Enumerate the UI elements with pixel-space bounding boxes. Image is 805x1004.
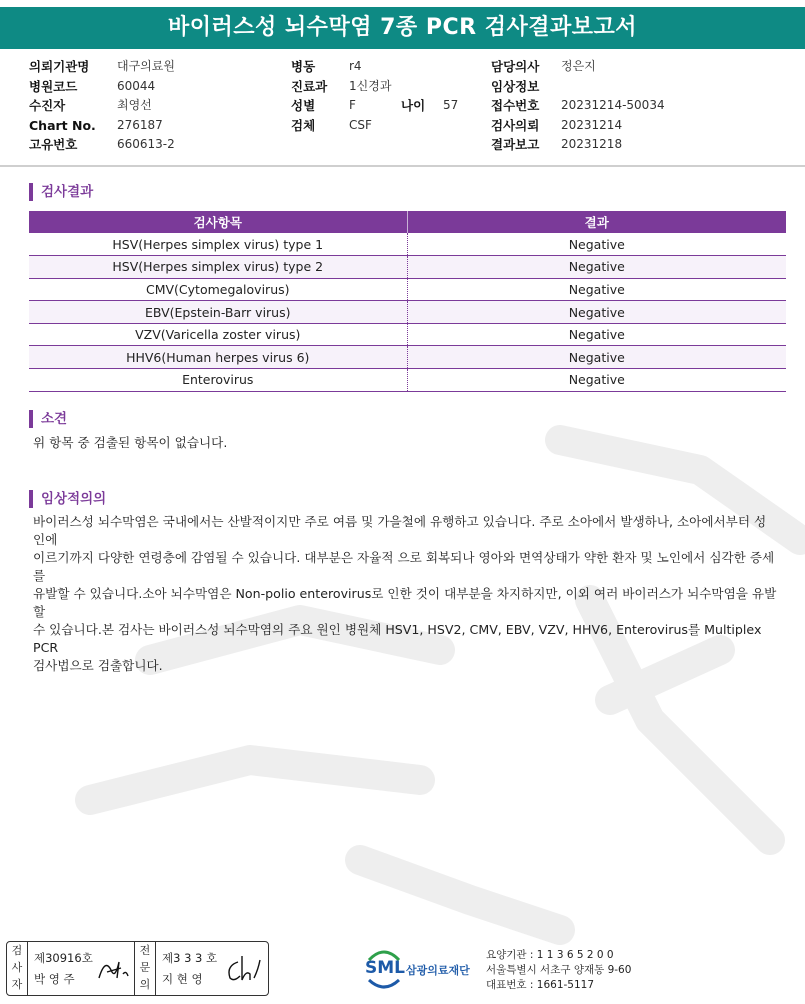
specialist-name: 지 현 영 — [162, 972, 203, 986]
info-label: 병원코드 — [29, 78, 78, 94]
info-value: 57 — [443, 98, 459, 112]
corp-info-line: 대표번호 : 1661-5117 — [486, 979, 595, 991]
test-item: HHV6(Human herpes virus 6) — [29, 346, 407, 369]
info-column-1 — [29, 57, 289, 155]
info-value: r4 — [349, 59, 362, 73]
info-row — [291, 116, 491, 136]
info-column-2 — [291, 57, 491, 135]
corporate-info — [486, 948, 631, 993]
table-row — [29, 346, 786, 369]
table-row — [29, 256, 786, 279]
info-row — [491, 116, 791, 136]
test-result: Negative — [407, 369, 786, 392]
info-row — [491, 77, 791, 97]
info-value: 60044 — [117, 78, 156, 93]
info-label: 진료과 — [291, 78, 328, 94]
findings-text: 위 항목 중 검출된 항목이 없습니다. — [33, 435, 228, 450]
corp-info-line: 서울특별시 서초구 양재동 9-60 — [486, 964, 632, 976]
box-separator — [27, 942, 28, 995]
test-item: Enterovirus — [29, 369, 407, 392]
info-label: 병동 — [291, 59, 316, 74]
info-row — [291, 96, 491, 116]
clinical-heading: 임상적의의 — [29, 490, 106, 508]
sml-logo — [363, 946, 483, 990]
label-char: 사 — [11, 961, 23, 974]
info-row — [491, 135, 791, 155]
specialist-label — [135, 942, 155, 995]
signature-box — [6, 941, 269, 996]
test-item: HSV(Herpes simplex virus) type 1 — [29, 233, 407, 256]
label-char: 의 — [139, 978, 151, 991]
results-table — [29, 211, 786, 392]
table-row — [29, 278, 786, 301]
test-result: Negative — [407, 256, 786, 279]
examiner-license: 제30916호 — [34, 951, 93, 965]
info-label: 검사의뢰 — [491, 117, 540, 133]
info-label: 임상정보 — [491, 78, 540, 94]
info-row — [29, 135, 289, 155]
clinical-line: 유발할 수 있습니다.소아 뇌수막염은 Non-polio enterovirus로 인한 것이 대부분을 차지하지만, 이외 여러 바이러스가 뇌수막염을 유발할 — [33, 586, 777, 619]
test-item: CMV(Cytomegalovirus) — [29, 278, 407, 301]
info-row — [29, 116, 289, 136]
test-result: Negative — [407, 233, 786, 256]
label-char: 전 — [139, 944, 151, 957]
column-header-result: 결과 — [407, 211, 786, 233]
test-item: VZV(Varicella zoster virus) — [29, 323, 407, 346]
clinical-line: 바이러스성 뇌수막염은 국내에서는 산발적이지만 주로 여름 및 가을철에 유행하고 있습니다. 주로 소아에서 발생하나, 소아에서부터 성인에 — [33, 514, 767, 547]
table-row — [29, 369, 786, 392]
examiner-name: 박 영 주 — [34, 972, 75, 986]
test-result: Negative — [407, 346, 786, 369]
label-char: 문 — [139, 961, 151, 974]
info-value: 20231214-50034 — [561, 98, 665, 112]
table-row — [29, 323, 786, 346]
label-char: 검 — [11, 944, 23, 957]
info-value: 20231214 — [561, 117, 623, 132]
info-value: 276187 — [117, 117, 163, 132]
specialist-signature — [224, 952, 264, 986]
info-label: 담당의사 — [491, 59, 540, 74]
report-title: 바이러스성 뇌수막염 7종 PCR 검사결과보고서 — [0, 7, 805, 49]
info-label: 검체 — [291, 117, 316, 133]
corp-info-line: 요양기관 : 1 1 3 6 5 2 0 0 — [486, 949, 614, 961]
info-value: CSF — [349, 117, 372, 132]
info-value: 최영선 — [117, 98, 152, 112]
info-label: 성별 — [291, 98, 316, 113]
info-row — [291, 57, 491, 77]
info-row — [29, 57, 289, 77]
info-column-3 — [491, 57, 791, 155]
test-result: Negative — [407, 301, 786, 324]
examiner-label — [7, 942, 27, 995]
clinical-text — [33, 513, 778, 675]
clinical-line: 수 있습니다.본 검사는 바이러스성 뇌수막염의 주요 원인 병원체 HSV1, HSV2, CMV, EBV, VZV, HHV6, Enterovirus를 Multiplex PCR — [33, 622, 762, 655]
logo-text: SML — [365, 958, 405, 978]
column-header-item: 검사항목 — [29, 211, 407, 233]
info-value: 대구의료원 — [117, 59, 175, 73]
info-row — [29, 77, 289, 97]
table-header-row — [29, 211, 786, 233]
info-label: Chart No. — [29, 117, 96, 133]
info-value: 정은지 — [561, 59, 596, 73]
info-row — [491, 96, 791, 116]
info-row — [29, 96, 289, 116]
box-separator — [155, 942, 156, 995]
info-row — [291, 77, 491, 97]
info-value: 20231218 — [561, 137, 623, 151]
results-heading: 검사결과 — [29, 183, 93, 201]
test-item: HSV(Herpes simplex virus) type 2 — [29, 256, 407, 279]
info-value: F — [349, 98, 356, 112]
test-result: Negative — [407, 278, 786, 301]
info-label: 수진자 — [29, 98, 66, 113]
info-value: 660613-2 — [117, 137, 175, 151]
foundation-name: 삼광의료재단 — [406, 964, 470, 977]
table-row — [29, 233, 786, 256]
info-value: 1신경과 — [349, 78, 392, 93]
section-divider — [0, 165, 805, 167]
info-label: 결과보고 — [491, 137, 540, 152]
info-label: 접수번호 — [491, 98, 540, 113]
examiner-signature — [95, 952, 131, 986]
label-char: 자 — [11, 978, 23, 991]
info-label: 고유번호 — [29, 137, 78, 152]
specialist-license: 제3 3 3 호 — [162, 951, 218, 965]
test-result: Negative — [407, 323, 786, 346]
clinical-line: 검사법으로 검출합니다. — [33, 658, 163, 673]
test-item: EBV(Epstein-Barr virus) — [29, 301, 407, 324]
table-row — [29, 301, 786, 324]
info-label: 의뢰기관명 — [29, 59, 90, 74]
info-row — [491, 57, 791, 77]
info-label: 나이 — [401, 98, 426, 113]
findings-heading: 소견 — [29, 410, 67, 428]
clinical-line: 이르기까지 다양한 연령층에 감염될 수 있습니다. 대부분은 자율적 으로 회복되나 영아와 면역상태가 약한 환자 및 노인에서 심각한 증세를 — [33, 550, 775, 583]
patient-info-block — [29, 57, 789, 153]
